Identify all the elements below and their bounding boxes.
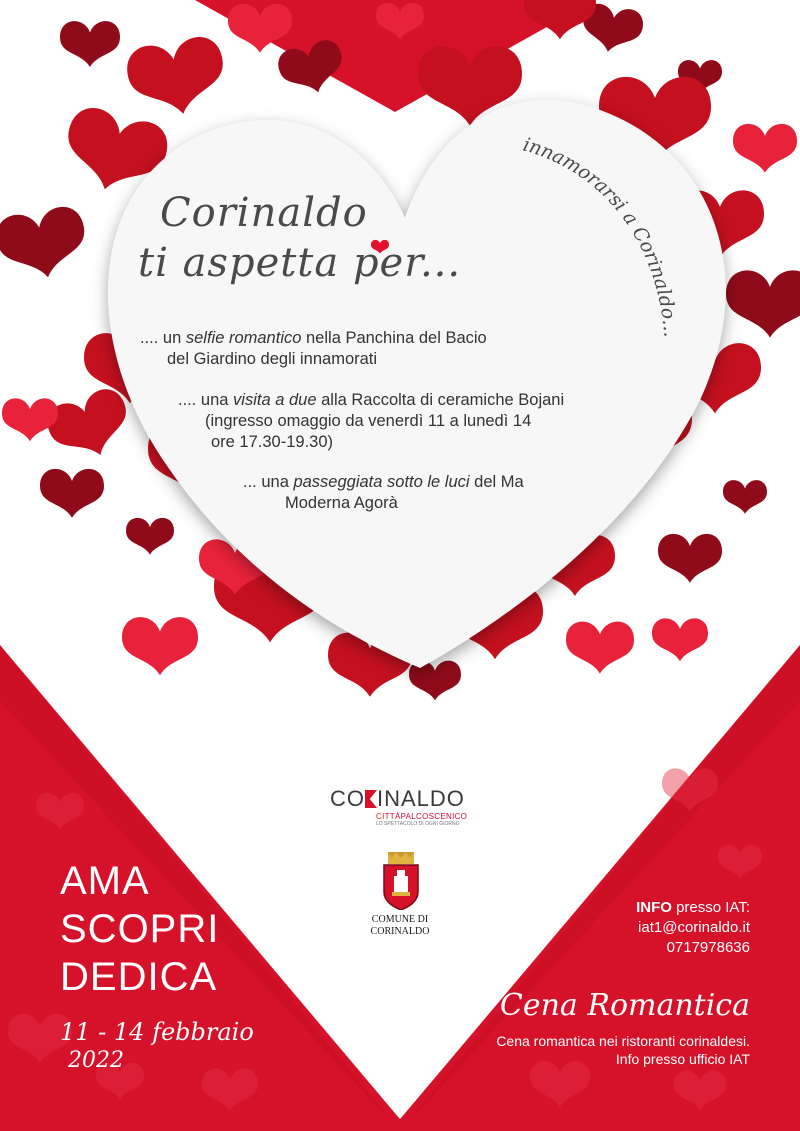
heart-card bbox=[108, 100, 726, 668]
info-label-rest: presso IAT: bbox=[671, 899, 750, 916]
headline-word-scopri: SCOPRI bbox=[60, 907, 220, 951]
corinaldo-logo bbox=[330, 786, 470, 827]
item2-prefix: .... una bbox=[178, 391, 234, 409]
logo-brand-right: INALDO bbox=[377, 786, 465, 811]
item2-line2: (ingresso omaggio da venerdì 11 a lunedì 14 bbox=[205, 412, 532, 430]
comune-label bbox=[350, 914, 450, 938]
item3-rest: del Ma bbox=[469, 473, 524, 491]
comune-crest-icon bbox=[378, 852, 424, 910]
info-label bbox=[636, 898, 750, 918]
item3-prefix: ... una bbox=[243, 473, 294, 491]
info-email[interactable]: iat1@corinaldo.it bbox=[638, 919, 750, 936]
comune-line2: CORINALDO bbox=[370, 926, 430, 937]
item-passeggiata bbox=[243, 472, 603, 514]
item1-rest: nella Panchina del Bacio bbox=[301, 329, 487, 347]
item-selfie bbox=[140, 328, 560, 370]
headline-word-dedica: DEDICA bbox=[60, 955, 218, 999]
item2-emph: visita a due bbox=[233, 391, 317, 409]
item3-line2: Moderna Agorà bbox=[285, 494, 398, 512]
logo-brand-left: CO bbox=[330, 786, 365, 811]
curved-tagline: innamorarsi a Corinaldo... bbox=[520, 133, 682, 339]
item1-emph: selfie romantico bbox=[185, 329, 302, 347]
logo-sub1: CITTÀPALCOSCENICO bbox=[376, 812, 468, 821]
headline-dates: 11 - 14 febbraio bbox=[60, 1018, 254, 1046]
info-phone[interactable]: 0717978636 bbox=[666, 939, 750, 956]
script-title-line1: Corinaldo bbox=[160, 190, 368, 236]
comune-line1: COMUNE DI bbox=[371, 914, 429, 925]
headline-year: 2022 bbox=[68, 1048, 124, 1073]
cena-line1: Cena romantica nei ristoranti corinaldesi. bbox=[496, 1033, 750, 1049]
item-visita bbox=[178, 390, 598, 453]
cena-details bbox=[496, 1032, 750, 1068]
item2-line3: ore 17.30-19.30) bbox=[211, 433, 334, 451]
logo-sub2: LO SPETTACOLO DI OGNI GIORNO bbox=[376, 821, 460, 827]
info-block bbox=[636, 898, 750, 958]
headline-word-ama: AMA bbox=[60, 859, 150, 903]
item1-line2: del Giardino degli innamorati bbox=[167, 350, 378, 368]
cena-line2: Info presso ufficio IAT bbox=[615, 1051, 750, 1067]
script-title-line2: ti aspetta per... bbox=[138, 240, 462, 286]
item2-rest: alla Raccolta di ceramiche Bojani bbox=[316, 391, 565, 409]
item1-prefix: .... un bbox=[140, 329, 186, 347]
cena-title: Cena Romantica bbox=[499, 988, 750, 1023]
logo-r-shape-icon bbox=[365, 790, 377, 808]
item3-emph: passeggiata sotto le luci bbox=[293, 473, 470, 491]
info-label-bold: INFO bbox=[636, 899, 672, 916]
